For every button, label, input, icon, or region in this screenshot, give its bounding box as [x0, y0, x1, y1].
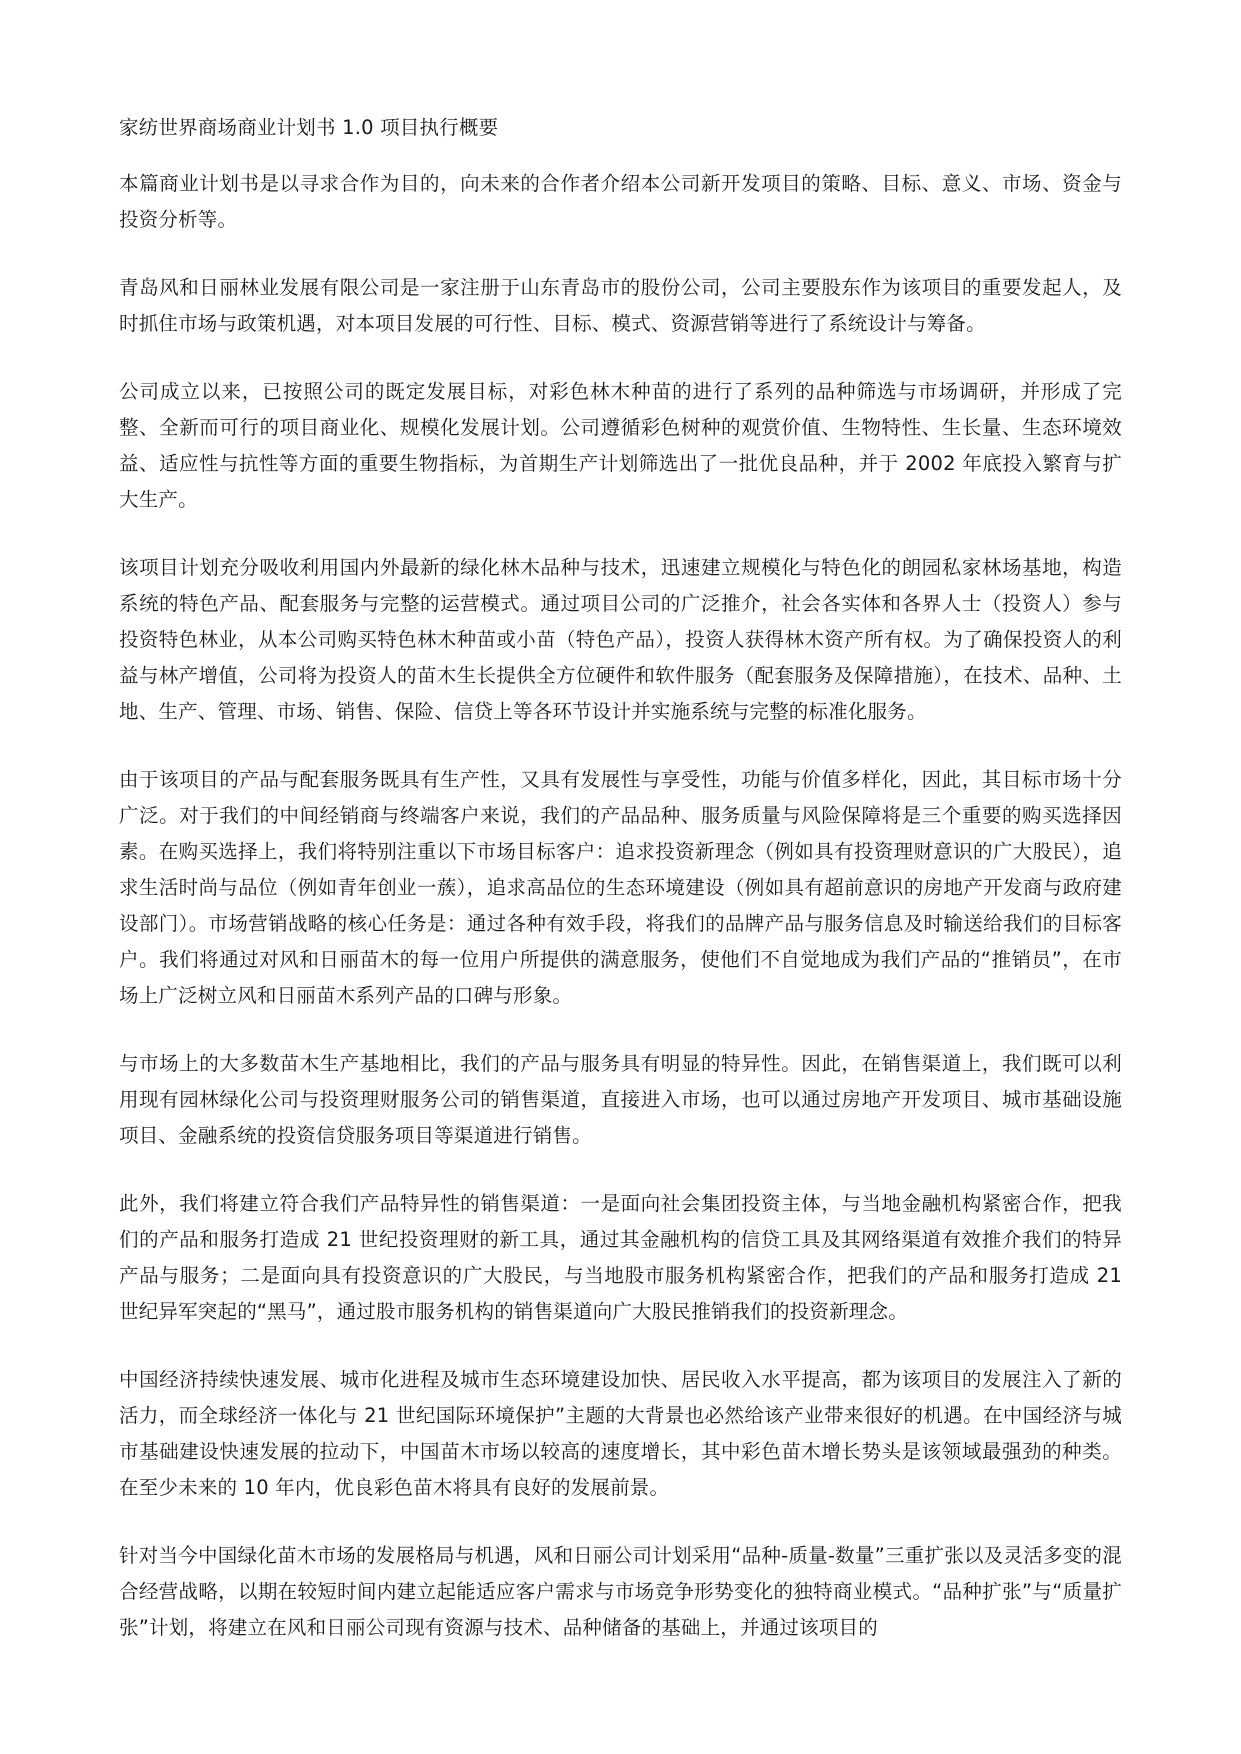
- paragraph-development: 公司成立以来，已按照公司的既定发展目标，对彩色林木种苗的进行了系列的品种筛选与市场调研，并形成了完整、全新而可行的项目商业化、规模化发展计划。公司遵循彩色树种的观赏价值、生物特性、生长量、生态环境效益、适应性与抗性等方面的重要生物指标，为首期生产计划筛选出了一批优良品种，并于 2002 年底投入繁育与扩大生产。: [119, 380, 1122, 511]
- paragraph-target-market: 由于该项目的产品与配套服务既具有生产性，又具有发展性与享受性，功能与价值多样化，因此，其目标市场十分广泛。对于我们的中间经销商与终端客户来说，我们的产品品种、服务质量与风险保障将是三个重要的购买选择因素。在购买选择上，我们将特别注重以下市场目标客户：追求投资新理念（例如具有投资理财意识的广大股民），追求生活时尚与品位（例如青年创业一蔟），追求高品位的生态环境建设（例如具有超前意识的房地产开发商与政府建设部门）。市场营销战略的核心任务是：通过各种有效手段，将我们的品牌产品与服务信息及时输送给我们的目标客户。我们将通过对风和日丽苗木的每一位用户所提供的满意服务，使他们不自觉地成为我们产品的“推销员”，在市场上广泛树立风和日丽苗木系列产品的口碑与形象。: [119, 768, 1122, 1007]
- paragraph-economy: 中国经济持续快速发展、城市化进程及城市生态环境建设加快、居民收入水平提高，都为该项目的发展注入了新的活力，而全球经济一体化与 21 世纪国际环境保护”主题的大背景也必然给该产业带来很好的机遇。在中国经济与城市基础建设快速发展的拉动下，中国苗木市场以较高的速度增长，其中彩色苗木增长势头是该领域最强劲的种类。在至少未来的 10 年内，优良彩色苗木将具有良好的发展前景。: [119, 1368, 1122, 1499]
- paragraph-strategy: 针对当今中国绿化苗木市场的发展格局与机遇，风和日丽公司计划采用“品种-质量-数量”三重扩张以及灵活多变的混合经营战略，以期在较短时间内建立起能适应客户需求与市场竞争形势变化的独特商业模式。“品种扩张”与“质量扩张”计划，将建立在风和日丽公司现有资源与技术、品种储备的基础上，并通过该项目的: [119, 1544, 1122, 1639]
- paragraph-company: 青岛风和日丽林业发展有限公司是一家注册于山东青岛市的股份公司，公司主要股东作为该项目的重要发起人，及时抓住市场与政策机遇，对本项目发展的可行性、目标、模式、资源营销等进行了系统设计与筹备。: [119, 276, 1122, 335]
- paragraph-project-plan: 该项目计划充分吸收利用国内外最新的绿化林木品种与技术，迅速建立规模化与特色化的朗园私家林场基地，构造系统的特色产品、配套服务与完整的运营模式。通过项目公司的广泛推介，社会各实体和各界人士（投资人）参与投资特色林业，从本公司购买特色林木种苗或小苗（特色产品），投资人获得林木资产所有权。为了确保投资人的利益与林产增值，公司将为投资人的苗木生长提供全方位硬件和软件服务（配套服务及保障措施），在技术、品种、土地、生产、管理、市场、销售、保险、信贷上等各环节设计并实施系统与完整的标准化服务。: [119, 556, 1122, 723]
- paragraph-purpose: 本篇商业计划书是以寻求合作为目的，向未来的合作者介绍本公司新开发项目的策略、目标、意义、市场、资金与投资分析等。: [119, 172, 1122, 231]
- paragraph-special-channels: 此外，我们将建立符合我们产品特异性的销售渠道：一是面向社会集团投资主体，与当地金融机构紧密合作，把我们的产品和服务打造成 21 世纪投资理财的新工具，通过其金融机构的信贷工具及其网络渠道有效推介我们的特异产品与服务；二是面向具有投资意识的广大股民，与当地股市服务机构紧密合作，把我们的产品和服务打造成 21 世纪异军突起的“黑马”，通过股市服务机构的销售渠道向广大股民推销我们的投资新理念。: [119, 1192, 1122, 1323]
- paragraph-sales-channels: 与市场上的大多数苗木生产基地相比，我们的产品与服务具有明显的特异性。因此，在销售渠道上，我们既可以利用现有园林绿化公司与投资理财服务公司的销售渠道，直接进入市场，也可以通过房地产开发项目、城市基础设施项目、金融系统的投资信贷服务项目等渠道进行销售。: [119, 1052, 1122, 1147]
- document-page: [119, 110, 1122, 1646]
- document-title: 家纺世界商场商业计划书 1.0 项目执行概要: [119, 116, 499, 139]
